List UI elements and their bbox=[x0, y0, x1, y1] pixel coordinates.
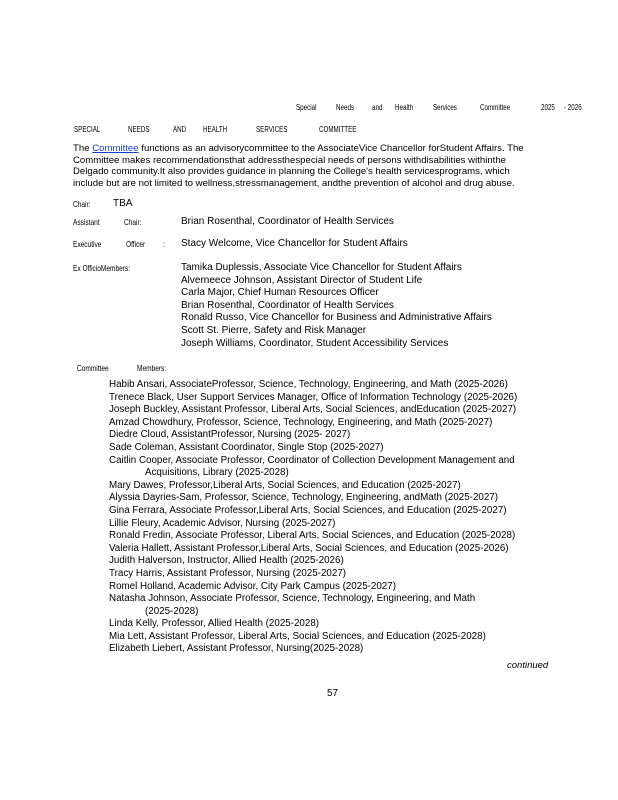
page-number: 57 bbox=[327, 688, 339, 699]
ex-officio-member: Scott St. Pierre, Safety and Risk Manager bbox=[181, 324, 367, 336]
intro-line-4: include but are not limited to wellness,stressmanagement, andthe prevention of alcohol and drug abuse. bbox=[73, 177, 515, 189]
running-header-year: 2025 bbox=[541, 103, 555, 112]
continued-note: continued bbox=[507, 660, 549, 671]
committee-member: Romel Holland, Academic Advisor, City Park Campus (2025-2027) bbox=[109, 580, 396, 592]
committee-member: (2025-2028) bbox=[145, 605, 199, 617]
intro-paragraph bbox=[73, 143, 593, 189]
chair-value: TBA bbox=[113, 198, 133, 209]
committee-member: Mary Dawes, Professor,Liberal Arts, Social Sciences, and Education (2025-2027) bbox=[109, 479, 461, 491]
committee-member: Caitlin Cooper, Associate Professor, Coordinator of Collection Development Management and bbox=[109, 454, 515, 466]
committee-members-label-2: Members: bbox=[137, 364, 167, 373]
ex-officio-member: Ronald Russo, Vice Chancellor for Business and Administrative Affairs bbox=[181, 312, 492, 324]
committee-member: Habib Ansari, AssociateProfessor, Science, Technology, Engineering, and Math (2025-2026) bbox=[109, 379, 508, 390]
committee-member: Trenece Black, User Support Services Manager, Office of Information Technology (2025-2026) bbox=[109, 391, 518, 403]
committee-link[interactable]: Committee bbox=[92, 143, 139, 154]
intro-line-2: Committee makes recommendationsthat addressthespecial needs of persons withdisabilities withinthe bbox=[73, 154, 507, 166]
running-header-word: and bbox=[372, 103, 383, 112]
ex-officio-member: Alverneece Johnson, Assistant Director of Student Life bbox=[181, 274, 423, 286]
committee-member: Joseph Buckley, Assistant Professor, Liberal Arts, Social Sciences, andEducation (2025-2027) bbox=[109, 404, 517, 416]
section-title-word: NEEDS bbox=[128, 125, 150, 134]
ex-officio-list bbox=[181, 262, 492, 350]
committee-member: Amzad Chowdhury, Professor, Science, Technology, Engineering, and Math (2025-2027) bbox=[109, 416, 493, 428]
committee-member: Acquisitions, Library (2025-2028) bbox=[145, 467, 289, 479]
assistant-chair-value: Brian Rosenthal, Coordinator of Health Services bbox=[181, 216, 394, 227]
chair-label: Chair: bbox=[73, 200, 91, 209]
running-header-word: Committee bbox=[480, 103, 511, 112]
running-header-word: Health bbox=[395, 103, 414, 112]
committee-member: Gina Ferrara, Associate Professor,Liberal Arts, Social Sciences, and Education (2025-2027) bbox=[109, 504, 507, 516]
running-header-year-end: - 2026 bbox=[564, 103, 582, 112]
assistant-chair-label: Assistant bbox=[73, 218, 100, 227]
committee-member: Valeria Hallett, Assistant Professor,Liberal Arts, Social Sciences, and Education (2025-2026) bbox=[109, 542, 509, 554]
ex-officio-member: Tamika Duplessis, Associate Vice Chancellor for Student Affairs bbox=[181, 262, 462, 273]
ex-officio-label: Ex OfficioMembers: bbox=[73, 264, 131, 273]
committee-member: Linda Kelly, Professor, Allied Health (2025-2028) bbox=[109, 618, 320, 630]
running-header-word: Needs bbox=[336, 103, 355, 112]
section-title-word: HEALTH bbox=[203, 125, 228, 134]
assistant-chair-label-2: Chair: bbox=[124, 218, 142, 227]
committee-member: Diedre Cloud, AssistantProfessor, Nursing (2025- 2027) bbox=[109, 429, 351, 441]
intro-prefix: The bbox=[73, 143, 90, 154]
intro-line-3: Delgado community.It also provides guidance in planning the College's health servicesprograms, which bbox=[73, 166, 510, 177]
committee-member: Natasha Johnson, Associate Professor, Science, Technology, Engineering, and Math bbox=[109, 593, 476, 605]
ex-officio-member: Joseph Williams, Coordinator, Student Accessibility Services bbox=[181, 337, 449, 349]
committee-members-list bbox=[109, 379, 517, 656]
section-title-word: SERVICES bbox=[256, 125, 288, 134]
committee-member: Tracy Harris, Assistant Professor, Nursing (2025-2027) bbox=[109, 567, 347, 579]
committee-member: Ronald Fredin, Associate Professor, Liberal Arts, Social Sciences, and Education (2025-2028) bbox=[109, 530, 516, 542]
executive-officer-value: Stacy Welcome, Vice Chancellor for Student Affairs bbox=[181, 238, 408, 249]
committee-member: Lillie Fleury, Academic Advisor, Nursing (2025-2027) bbox=[109, 517, 336, 529]
intro-line-1-text: functions as an advisorycommittee to the AssociateVice Chancellor forStudent Affairs. The bbox=[138, 143, 524, 154]
committee-member: Judith Halverson, Instructor, Allied Health (2025-2026) bbox=[109, 555, 344, 567]
ex-officio-member: Carla Major, Chief Human Resources Officer bbox=[181, 287, 379, 299]
committee-member: Mia Lett, Assistant Professor, Liberal Arts, Social Sciences, and Education (2025-2028) bbox=[109, 630, 486, 642]
executive-officer-colon: : bbox=[163, 240, 165, 249]
intro-line-1 bbox=[73, 143, 593, 155]
section-title-word: AND bbox=[173, 125, 187, 134]
section-title-word: COMMITTEE bbox=[319, 125, 357, 134]
ex-officio-member: Brian Rosenthal, Coordinator of Health Services bbox=[181, 299, 394, 311]
committee-members-label: Committee bbox=[77, 364, 109, 373]
committee-member: Alyssia Dayries-Sam, Professor, Science, Technology, Engineering, andMath (2025-2027) bbox=[109, 492, 498, 504]
executive-officer-label-2: Officer bbox=[126, 240, 146, 249]
running-header-word: Special bbox=[296, 103, 317, 112]
running-header-word: Services bbox=[433, 103, 457, 112]
committee-member: Elizabeth Liebert, Assistant Professor, Nursing(2025-2028) bbox=[109, 643, 364, 655]
executive-officer-label: Executive bbox=[73, 240, 102, 249]
section-title-word: SPECIAL bbox=[74, 125, 101, 134]
committee-member: Sade Coleman, Assistant Coordinator, Single Stop (2025-2027) bbox=[109, 441, 384, 453]
